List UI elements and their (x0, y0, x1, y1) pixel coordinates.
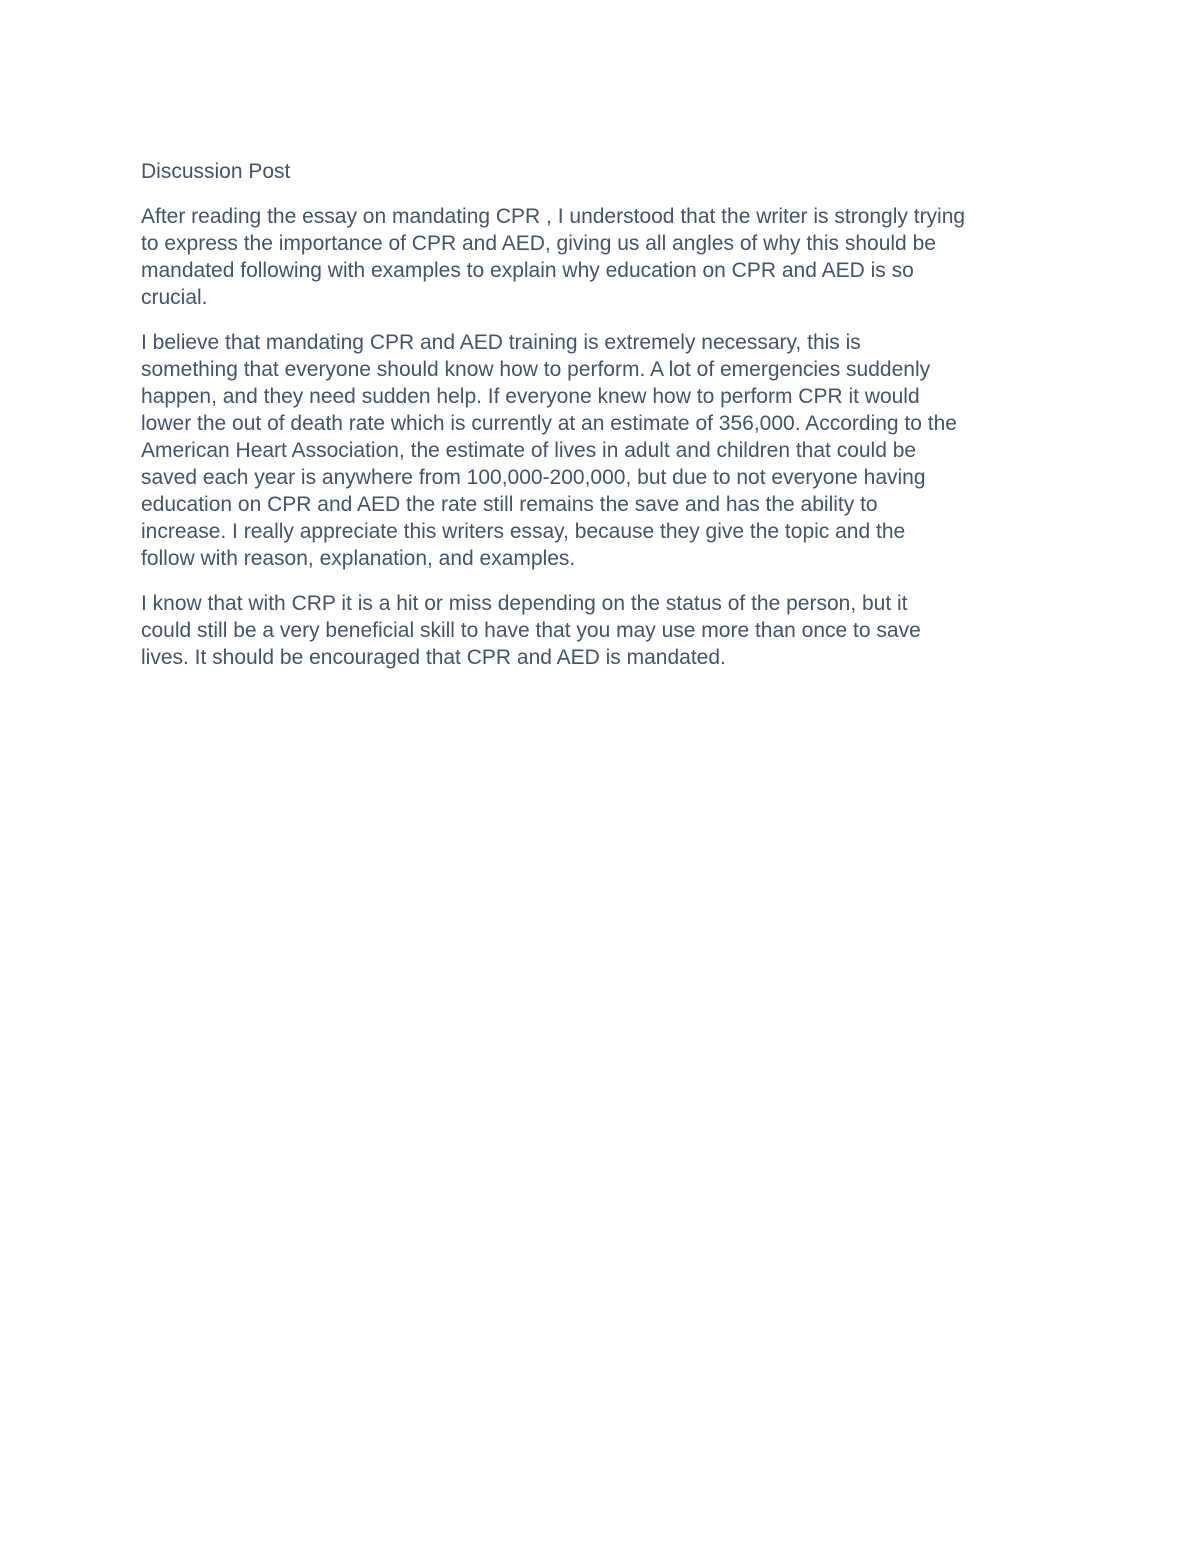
paragraph-line: could still be a very beneficial skill to have that you may use more than once to save (141, 619, 921, 642)
paragraph-line: education on CPR and AED the rate still remains the save and has the ability to (141, 493, 878, 516)
document-title: Discussion Post (141, 160, 291, 183)
paragraph-3 (141, 590, 1066, 671)
paragraph-line: saved each year is anywhere from 100,000-200,000, but due to not everyone having (141, 466, 926, 489)
paragraph-line: I believe that mandating CPR and AED training is extremely necessary, this is (141, 331, 861, 354)
paragraph-line: I know that with CRP it is a hit or miss depending on the status of the person, but it (141, 592, 908, 615)
paragraph-line: increase. I really appreciate this writers essay, because they give the topic and the (141, 520, 906, 543)
paragraph-line: lives. It should be encouraged that CPR and AED is mandated. (141, 646, 726, 669)
paragraph-line: lower the out of death rate which is currently at an estimate of 356,000. According to the (141, 412, 957, 435)
document-body (141, 158, 1066, 689)
paragraph-line: happen, and they need sudden help. If everyone knew how to perform CPR it would (141, 385, 920, 408)
paragraph-line: After reading the essay on mandating CPR , I understood that the writer is strongly trying (141, 205, 966, 228)
paragraph-line: crucial. (141, 286, 208, 309)
paragraph-2 (141, 329, 1066, 572)
paragraph-line: mandated following with examples to explain why education on CPR and AED is so (141, 259, 914, 282)
paragraph-line: something that everyone should know how to perform. A lot of emergencies suddenly (141, 358, 931, 381)
paragraph-line: to express the importance of CPR and AED, giving us all angles of why this should be (141, 232, 936, 255)
paragraph-1 (141, 203, 1066, 311)
paragraph-line: American Heart Association, the estimate of lives in adult and children that could be (141, 439, 917, 462)
paragraph-line: follow with reason, explanation, and examples. (141, 547, 576, 570)
